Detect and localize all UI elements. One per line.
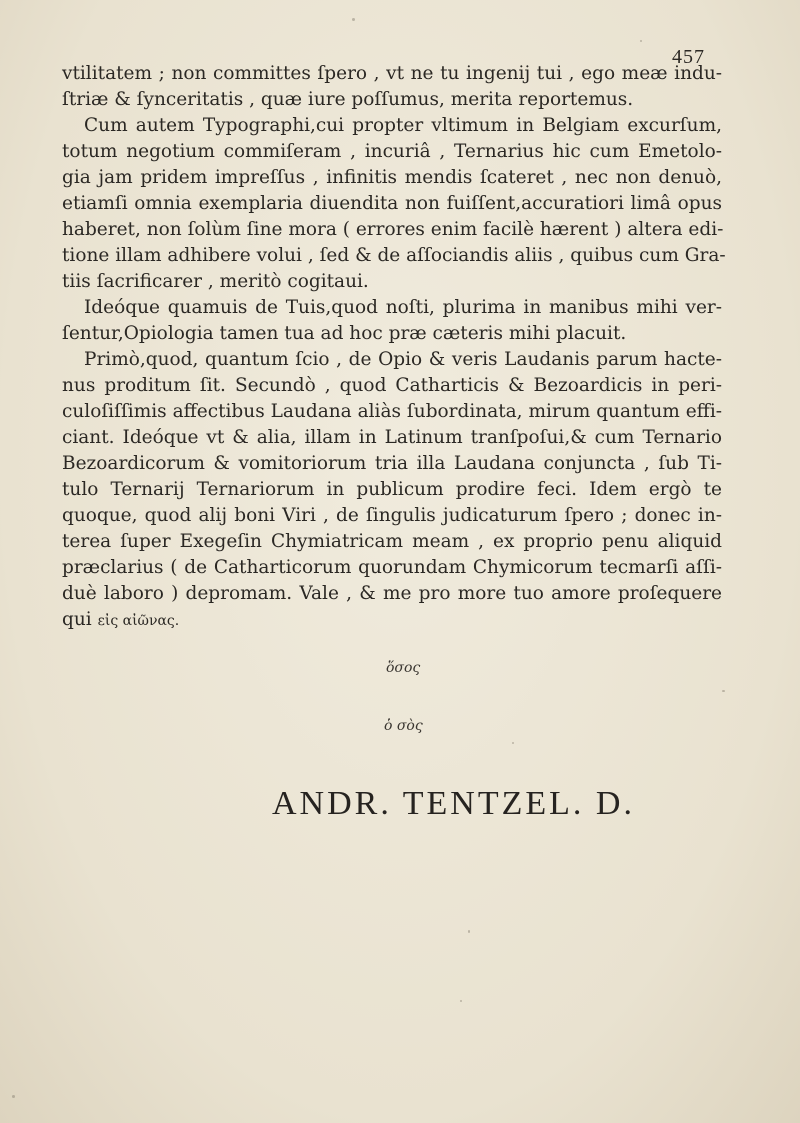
text-line: haberet, non ſolùm ſine mora ( errores enim facilè hærent ) altera edi- xyxy=(62,219,724,240)
paper-speck xyxy=(512,742,514,744)
text-line: Ideóque quamuis de Tuis,quod noſti, plurima in manibus mihi ver- xyxy=(84,297,722,318)
greek-ornament-first: ὅσος xyxy=(386,660,421,676)
page-number: 457 xyxy=(672,46,705,68)
text-line: Cum autem Typographi,cui propter vltimum in Belgiam excurſum, xyxy=(84,115,722,136)
paper-speck xyxy=(722,690,725,692)
paper-speck xyxy=(640,40,642,42)
text-line: ſtriæ & ſynceritatis , quæ iure poſſumus, merita reportemus. xyxy=(62,89,634,110)
closing-line xyxy=(62,607,722,633)
closing-prefix: qui xyxy=(62,609,92,630)
text-line: duè laboro ) depromam. Vale , & me pro more tuo amore proſequere xyxy=(62,583,722,604)
text-line: ciant. Ideóque vt & alia, illam in Latinum tranſpoſui,& cum Ternario xyxy=(62,427,722,448)
text-line: totum negotium commiſeram , incuriâ , Ternarius hic cum Emetolo- xyxy=(62,141,722,162)
text-line: gia jam pridem impreſſus , infinitis mendis ſcateret , nec non denuò, xyxy=(62,167,722,188)
body-text xyxy=(62,61,726,633)
text-line: tiis ſacrificarer , meritò cogitaui. xyxy=(62,271,369,292)
text-line: tione illam adhibere volui , ſed & de aſſociandis aliis , quibus cum Gra- xyxy=(62,245,726,266)
paper-speck xyxy=(352,18,355,21)
greek-ornament-second: ὁ σὸς xyxy=(384,718,423,734)
text-line: terea ſuper Exegeſin Chymiatricam meam , ex proprio penu aliquid xyxy=(62,531,722,552)
text-line: Primò,quod, quantum ſcio , de Opio & veris Laudanis parum hacte- xyxy=(84,349,722,370)
paper-speck xyxy=(460,1000,462,1002)
text-line: Bezoardicorum & vomitoriorum tria illa Laudana conjuncta , ſub Ti- xyxy=(62,453,722,474)
text-line: culoſiſſimis affectibus Laudana aliàs ſubordinata, mirum quantum effi- xyxy=(62,401,722,422)
closing-greek: εἰς αἰῶνας. xyxy=(97,613,180,629)
text-line: etiamſi omnia exemplaria diuendita non fuiſſent,accuratiori limâ opus xyxy=(62,193,722,214)
text-line: tulo Ternarij Ternariorum in publicum prodire feci. Idem ergò te xyxy=(62,479,722,500)
text-line: ſentur,Opiologia tamen tua ad hoc præ cæteris mihi placuit. xyxy=(62,323,627,344)
paper-speck xyxy=(12,1095,15,1098)
text-line: quoque, quod alij boni Viri , de ſingulis judicaturum ſpero ; donec in- xyxy=(62,505,722,526)
text-line: nus proditum ſit. Secundò , quod Catharticis & Bezoardicis in peri- xyxy=(62,375,722,396)
text-line: præclarius ( de Catharticorum quorundam Chymicorum tecmarſi aſſi- xyxy=(62,557,722,578)
author-signature: ANDR. TENTZEL. D. xyxy=(272,785,635,822)
paper-speck xyxy=(468,930,470,933)
text-line: vtilitatem ; non committes ſpero , vt ne tu ingenij tui , ego meæ indu- xyxy=(62,63,722,84)
